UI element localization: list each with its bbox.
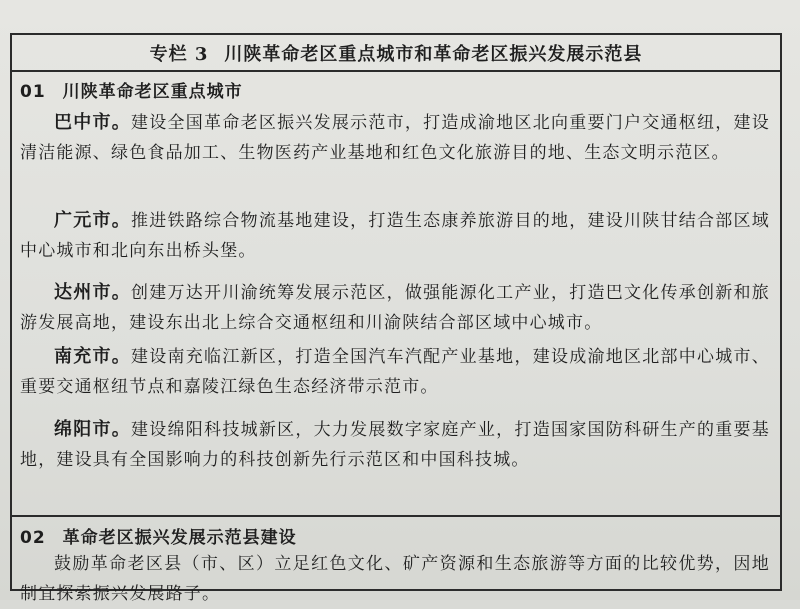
- section-demo-counties: [12, 517, 780, 604]
- city-entry-nanchong: [20, 342, 770, 402]
- city-description: 推进铁路综合物流基地建设，打造生态康养旅游目的地，建设川陕甘结合部区域中心城市和北向东出桥头堡。: [20, 211, 770, 261]
- city-name: 广元市。: [54, 210, 132, 231]
- box-title: [12, 35, 780, 72]
- city-entry-bazhong: [20, 108, 770, 168]
- city-entry-mianyang: [20, 415, 770, 475]
- section-heading-text: 川陕革命老区重点城市: [62, 82, 243, 102]
- city-description: 建设全国革命老区振兴发展示范市，打造成渝地区北向重要门户交通枢纽，建设清洁能源、绿色食品加工、生物医药产业基地和红色文化旅游目的地、生态文明示范区。: [20, 113, 770, 163]
- city-name: 绵阳市。: [54, 419, 132, 440]
- feature-box: [10, 33, 782, 604]
- section-heading: [20, 77, 243, 102]
- city-entry-guangyuan: [20, 206, 770, 266]
- section-key-cities: [12, 70, 780, 517]
- city-description: 建设南充临江新区，打造全国汽车汽配产业基地，建设成渝地区北部中心城市、重要交通枢纽节点和嘉陵江绿色生态经济带示范市。: [20, 347, 770, 397]
- city-name: 达州市。: [54, 282, 132, 303]
- city-name: 巴中市。: [54, 112, 132, 133]
- box-title-label: 专栏 3: [149, 43, 209, 65]
- section-body: 鼓励革命老区县（市、区）立足红色文化、矿产资源和生态旅游等方面的比较优势，因地制宜探索振兴发展路子。: [20, 554, 770, 604]
- section-number: 01: [20, 82, 46, 102]
- section-heading-text: 革命老区振兴发展示范县建设: [62, 528, 297, 548]
- city-name: 南充市。: [54, 346, 132, 367]
- city-entry-dazhou: [20, 278, 770, 338]
- section-number: 02: [20, 528, 46, 548]
- section-heading: [20, 523, 297, 548]
- box-title-text: 川陕革命老区重点城市和革命老区振兴发展示范县: [224, 43, 643, 65]
- city-description: 建设绵阳科技城新区，大力发展数字家庭产业，打造国家国防科研生产的重要基地，建设具有全国影响力的科技创新先行示范区和中国科技城。: [20, 420, 770, 470]
- city-description: 创建万达开川渝统筹发展示范区，做强能源化工产业，打造巴文化传承创新和旅游发展高地，建设东出北上综合交通枢纽和川渝陕结合部区域中心城市。: [20, 283, 770, 333]
